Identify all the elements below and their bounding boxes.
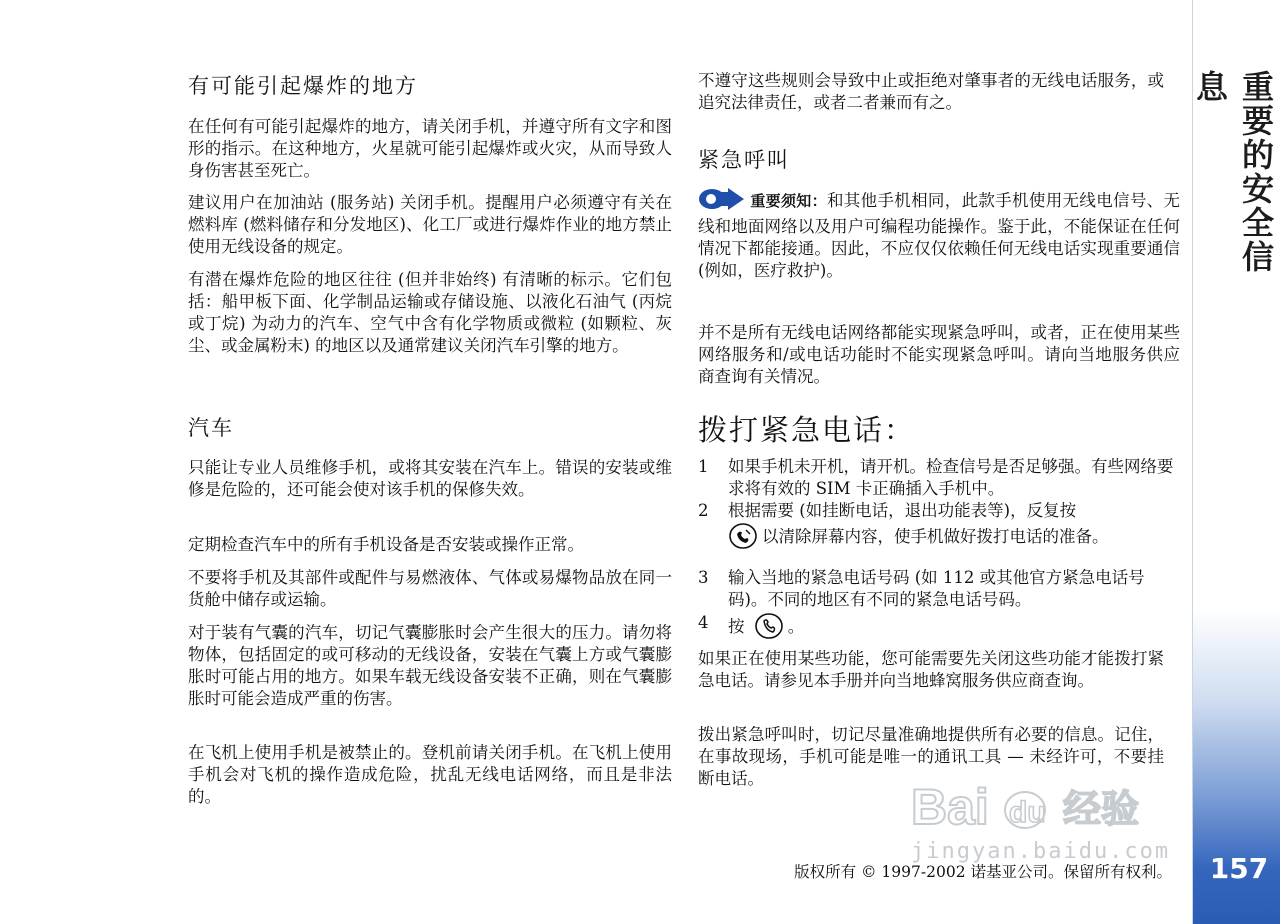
step-4-text-before: 按 [728,617,745,636]
important-note-icon [698,188,746,216]
step-1-number: 1 [698,457,709,476]
step-3-number: 3 [698,568,709,587]
heading-make-emergency-call: 拨打紧急电话： [698,413,916,447]
paragraph-provide-info: 拨出紧急呼叫时，切记尽量准确地提供所有必要的信息。记住，在事故现场，手机可能是唯一的通讯工具 — 未经许可，不要挂断电话。 [698,725,1164,788]
step-4 [698,612,1180,642]
paragraph-rules-consequence: 不遵守这些规则会导致中止或拒绝对肇事者的无线电话服务，或追究法律责任，或者二者兼而有之。 [698,71,1164,112]
paragraph-explosive-1: 在任何有可能引起爆炸的地方，请关闭手机，并遵守所有文字和图形的指示。在这种地方，火星就可能引起爆炸或火灾，从而导致人身伤害甚至死亡。 [188,117,672,180]
copyright-notice: 版权所有 © 1997-2002 诺基亚公司。保留所有权利。 [794,863,1172,881]
step-3 [698,567,1180,611]
end-call-key-icon [728,522,758,556]
step-2-number: 2 [698,501,709,520]
paragraph-car-5: 在飞机上使用手机是被禁止的。登机前请关闭手机。在飞机上使用手机会对飞机的操作造成危险，扰乱无线电话网络，而且是非法的。 [188,743,672,806]
paragraph-car-3: 不要将手机及其部件或配件与易燃液体、气体或易爆物品放在同一货舱中储存或运输。 [188,568,672,609]
paragraph-networks: 并不是所有无线电话网络都能实现紧急呼叫，或者，正在使用某些网络服务和/或电话功能时不能实现紧急呼叫。请向当地服务供应商查询有关情况。 [698,323,1180,386]
page-number: 157 [1209,852,1269,885]
watermark-brand-2: du [1009,796,1046,829]
paragraph-car-1: 只能让专业人员维修手机，或将其安装在汽车上。错误的安装或维修是危险的，还可能会使对该手机的保修失效。 [188,458,672,499]
heading-emergency-calls: 紧急呼叫 [698,148,790,172]
step-4-content [728,612,1180,646]
baidu-jingyan-watermark [905,768,1195,868]
watermark-label: 经验 [1063,787,1140,831]
step-3-text: 输入当地的紧急电话号码 (如 112 或其他官方紧急电话号码)。不同的地区有不同的紧急电话号码。 [728,568,1145,609]
step-2-text-before: 根据需要 (如挂断电话，退出功能表等)，反复按 [728,501,1077,520]
step-2 [698,500,1180,566]
heading-explosive-areas: 有可能引起爆炸的地方 [188,74,418,98]
watermark-url: jingyan.baidu.com [911,839,1171,864]
paragraph-close-features: 如果正在使用某些功能，您可能需要先关闭这些功能才能拨打紧急电话。请参见本手册并向当地蜂窝服务供应商查询。 [698,649,1164,690]
watermark-brand: Bai [911,779,989,835]
step-2-content [728,500,1180,556]
section-title-text: 重要的安全信息 [1191,70,1275,274]
step-4-text-after: 。 [787,617,805,636]
step-1 [698,456,1180,500]
paragraph-explosive-3: 有潜在爆炸危险的地区往往 (但并非始终) 有清晰的标示。它们包括：船甲板下面、化学制品运输或存储设施、以液化石油气 (丙烷或丁烷) 为动力的汽车、空气中含有化学物质或微粒 (如颗粒、灰尘、或金属粉末) 的地区以及通常建议关闭汽车引擎的地方。 [188,270,672,355]
important-note-text: 和其他手机相同，此款手机使用无线电信号、无线和地面网络以及用户可编程功能操作。鉴于此，不能保证在任何情况下都能接通。因此，不应仅仅依赖任何无线电话实现重要通信 (例如，医疗救护)。 [698,191,1180,280]
step-2-text-after: 以清除屏幕内容，使手机做好拨打电话的准备。 [762,527,1109,546]
important-note-label: 重要须知： [750,192,827,210]
heading-car: 汽车 [188,416,234,440]
paragraph-explosive-2: 建议用户在加油站 (服务站) 关闭手机。提醒用户必须遵守有关在燃料库 (燃料储存和分发地区)、化工厂或进行爆炸作业的地方禁止使用无线设备的规定。 [188,193,672,256]
section-title-vertical [1191,70,1275,290]
call-key-icon [754,612,784,646]
step-1-text: 如果手机未开机，请开机。检查信号是否足够强。有些网络要求将有效的 SIM 卡正确插入手机中。 [728,457,1174,498]
paragraph-car-4: 对于装有气囊的汽车，切记气囊膨胀时会产生很大的压力。请勿将物体，包括固定的或可移动的无线设备，安装在气囊上方或气囊膨胀时可能占用的地方。如果车载无线设备安装不正确，则在气囊膨胀时可能会造成严重的伤害。 [188,623,672,708]
step-4-number: 4 [698,613,709,632]
paragraph-car-2: 定期检查汽车中的所有手机设备是否安装或操作正常。 [188,535,584,554]
important-note [698,188,1180,282]
